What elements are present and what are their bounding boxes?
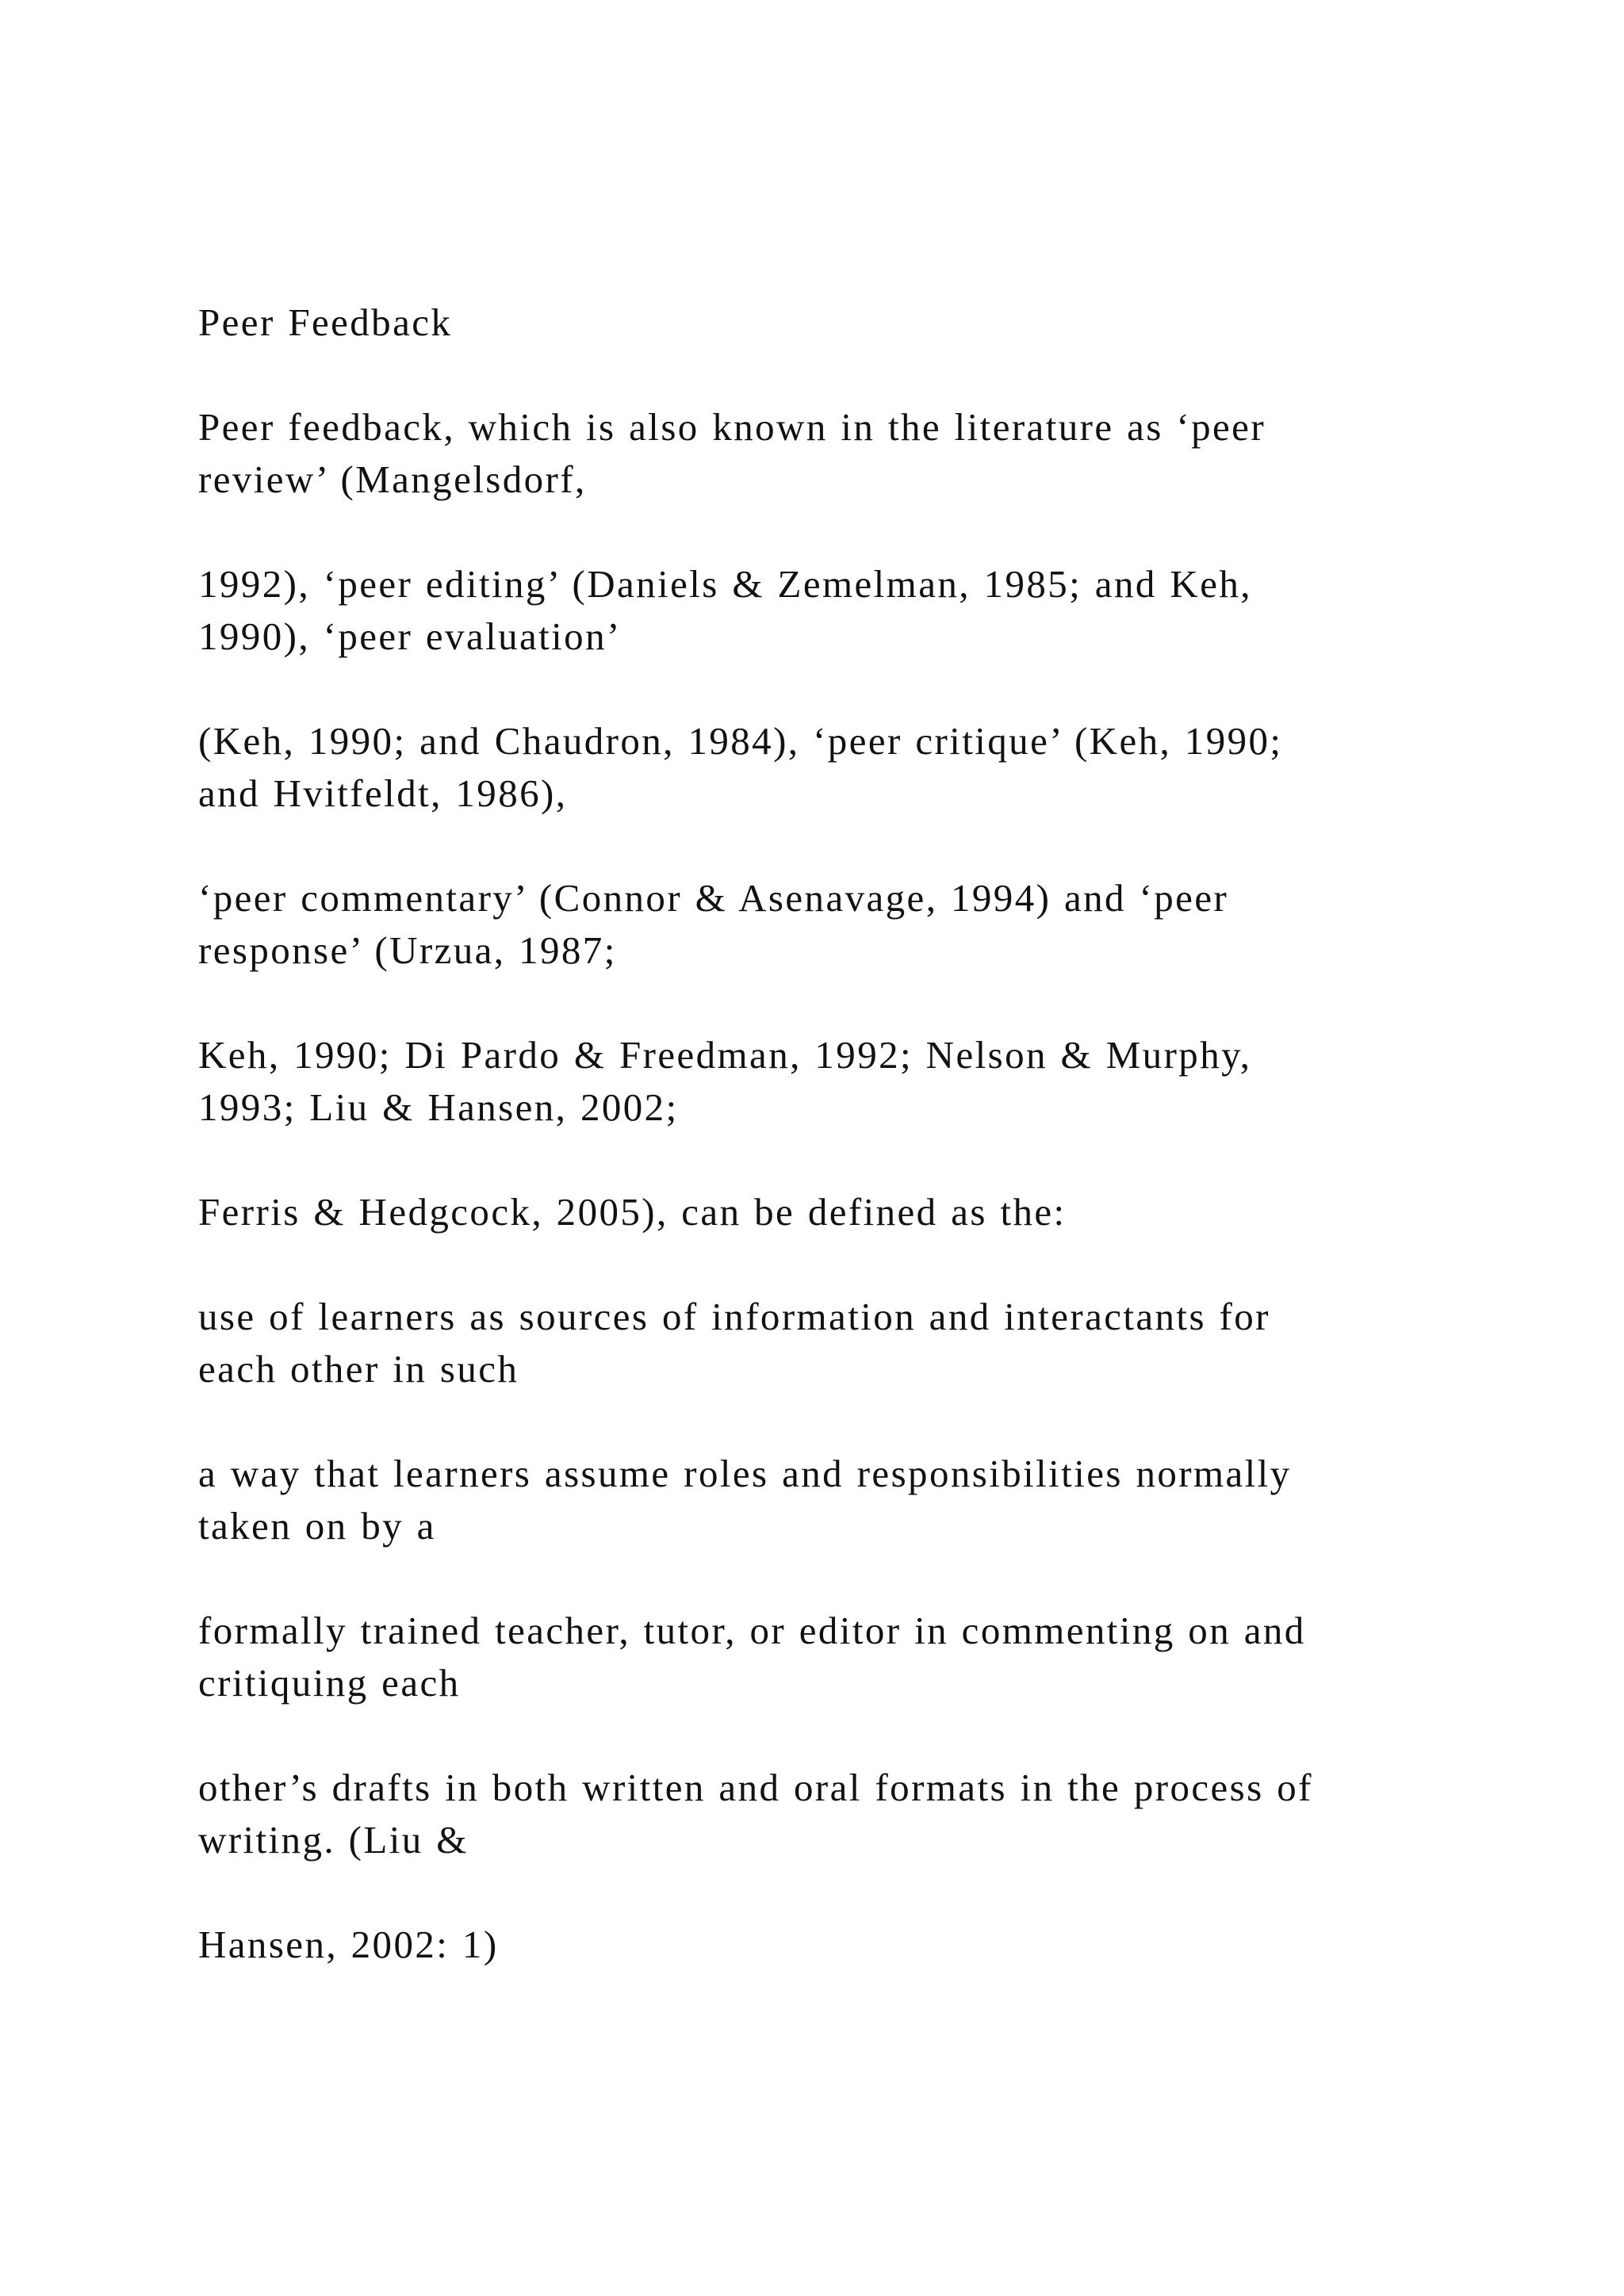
citation-line: Hansen, 2002: 1) — [198, 1923, 499, 1966]
paragraph-line: 1992), ‘peer editing’ (Daniels & Zemelman, 1985; and Keh, — [198, 562, 1252, 606]
paragraph-gap — [198, 1395, 1499, 1448]
paragraph-line: ‘peer commentary’ (Connor & Asenavage, 1994) and ‘peer — [198, 876, 1229, 920]
quote-line: a way that learners assume roles and responsibilities normally — [198, 1452, 1292, 1495]
paragraph-gap — [198, 1866, 1499, 1919]
quote-line: formally trained teacher, tutor, or editor in commenting on and — [198, 1609, 1306, 1652]
paragraph-line: review’ (Mangelsdorf, — [198, 457, 587, 501]
paragraph-gap — [198, 506, 1499, 558]
paragraph-line: and Hvitfeldt, 1986), — [198, 771, 568, 815]
quote-line: taken on by a — [198, 1504, 436, 1548]
paragraph-gap — [198, 1552, 1499, 1605]
paragraph-line: Keh, 1990; Di Pardo & Freedman, 1992; Nelson & Murphy, — [198, 1033, 1252, 1077]
paragraph-gap — [198, 663, 1499, 715]
paragraph-line: (Keh, 1990; and Chaudron, 1984), ‘peer critique’ (Keh, 1990; — [198, 719, 1283, 763]
document-text — [198, 297, 1499, 1971]
quote-line: other’s drafts in both written and oral formats in the process of — [198, 1766, 1313, 1809]
paragraph-gap — [198, 977, 1499, 1029]
paragraph-line: Peer feedback, which is also known in the literature as ‘peer — [198, 405, 1266, 449]
quote-line: each other in such — [198, 1347, 519, 1391]
quote-line: writing. (Liu & — [198, 1818, 469, 1862]
quote-line: use of learners as sources of information and interactants for — [198, 1295, 1270, 1338]
paragraph-gap — [198, 1709, 1499, 1762]
paragraph-gap — [198, 820, 1499, 872]
paragraph-line: 1993; Liu & Hansen, 2002; — [198, 1085, 679, 1129]
paragraph-gap — [198, 1134, 1499, 1186]
paragraph-line: 1990), ‘peer evaluation’ — [198, 614, 622, 658]
paragraph-line: response’ (Urzua, 1987; — [198, 928, 617, 972]
heading-peer-feedback: Peer Feedback — [198, 300, 453, 344]
paragraph-line: Ferris & Hedgcock, 2005), can be defined as the: — [198, 1190, 1067, 1234]
paragraph-gap — [198, 1238, 1499, 1291]
paragraph-gap — [198, 349, 1499, 401]
quote-line: critiquing each — [198, 1661, 461, 1705]
